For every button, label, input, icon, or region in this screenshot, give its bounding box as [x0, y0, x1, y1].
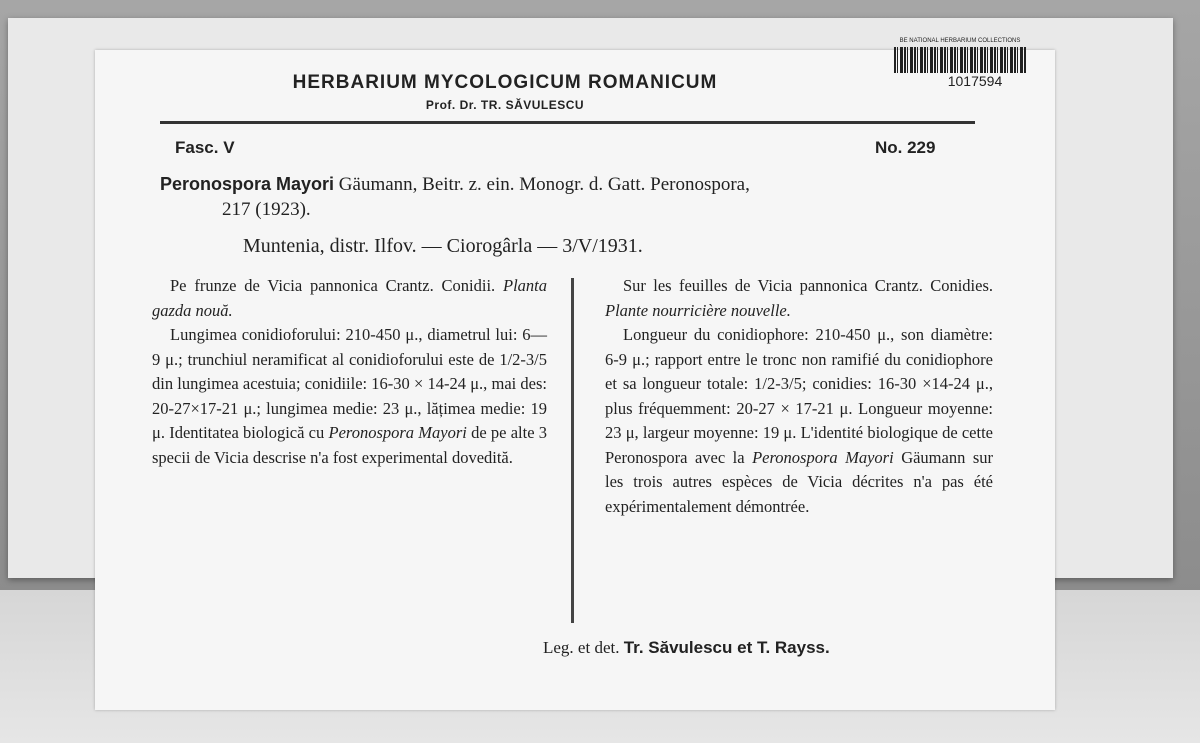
locality: Muntenia, distr. Ilfov. — Ciorogârla — 3/V/1931. — [243, 235, 643, 257]
romanian-description — [152, 274, 547, 470]
species-name: Peronospora Mayori — [160, 174, 335, 194]
header-divider — [160, 121, 975, 124]
collector-line — [543, 638, 830, 658]
romanian-paragraph-2: Lungimea conidioforului: 210-450 μ., diametrul lui: 6—9 μ.; trunchiul neramificat al conidioforului este de 1/2-3/5 din lungimea acestuia; conidiile: 16-30 × 14-24 μ., mai des: 20-27×17-21 μ.; lungimea medie: 23 μ., lățimea medie: 19 μ. Identitatea biologică cu Peronospora Mayori de pe alte 3 specii de Vicia descrise n'a fost experimental dovedită. — [152, 325, 547, 467]
french-paragraph-2: Longueur du conidiophore: 210-450 μ., son diamètre: 6-9 μ.; rapport entre le tronc non ramifié du conidiophore et sa longueur totale: 1/2-3/5; conidies: 16-30 ×14-24 μ., plus fréquemment: 20-27 × 17-21 μ. Longueur moyenne: 23 μ, largeur moyenne: 19 μ. L'identité biologique de cette Peronospora avec la Peronospora Mayori Gäumann sur les trois autres espèces de Vicia décrites n'a pas été expérimentalement démontrée. — [605, 325, 993, 516]
specimen-number: No. 229 — [875, 138, 936, 157]
species-line — [160, 174, 750, 196]
species-citation-cont: 217 (1923). — [222, 199, 311, 220]
label-title: HERBARIUM MYCOLOGICUM ROMANICUM — [292, 72, 718, 93]
collector-names: Tr. Săvulescu et T. Rayss. — [623, 638, 830, 657]
french-description — [605, 274, 993, 519]
label-subtitle: Prof. Dr. TR. SĂVULESCU — [425, 98, 585, 112]
barcode-icon — [894, 47, 1026, 73]
species-citation: Gäumann, Beitr. z. ein. Monogr. d. Gatt. Peronospora, — [338, 174, 750, 195]
romanian-paragraph-1: Pe frunze de Vicia pannonica Crantz. Conidii. Planta gazda nouă. — [152, 276, 547, 320]
french-paragraph-1: Sur les feuilles de Vicia pannonica Crantz. Conidies. Plante nourricière nouvelle. — [605, 276, 993, 320]
collector-prefix: Leg. et det. — [543, 638, 620, 657]
herbarium-label — [95, 38, 1055, 710]
fascicle-number: Fasc. V — [175, 138, 235, 157]
barcode-institution: BE NATIONAL HERBARIUM COLLECTIONS — [899, 38, 1021, 44]
barcode-number: 1017594 — [947, 73, 1003, 89]
column-divider — [571, 278, 574, 623]
